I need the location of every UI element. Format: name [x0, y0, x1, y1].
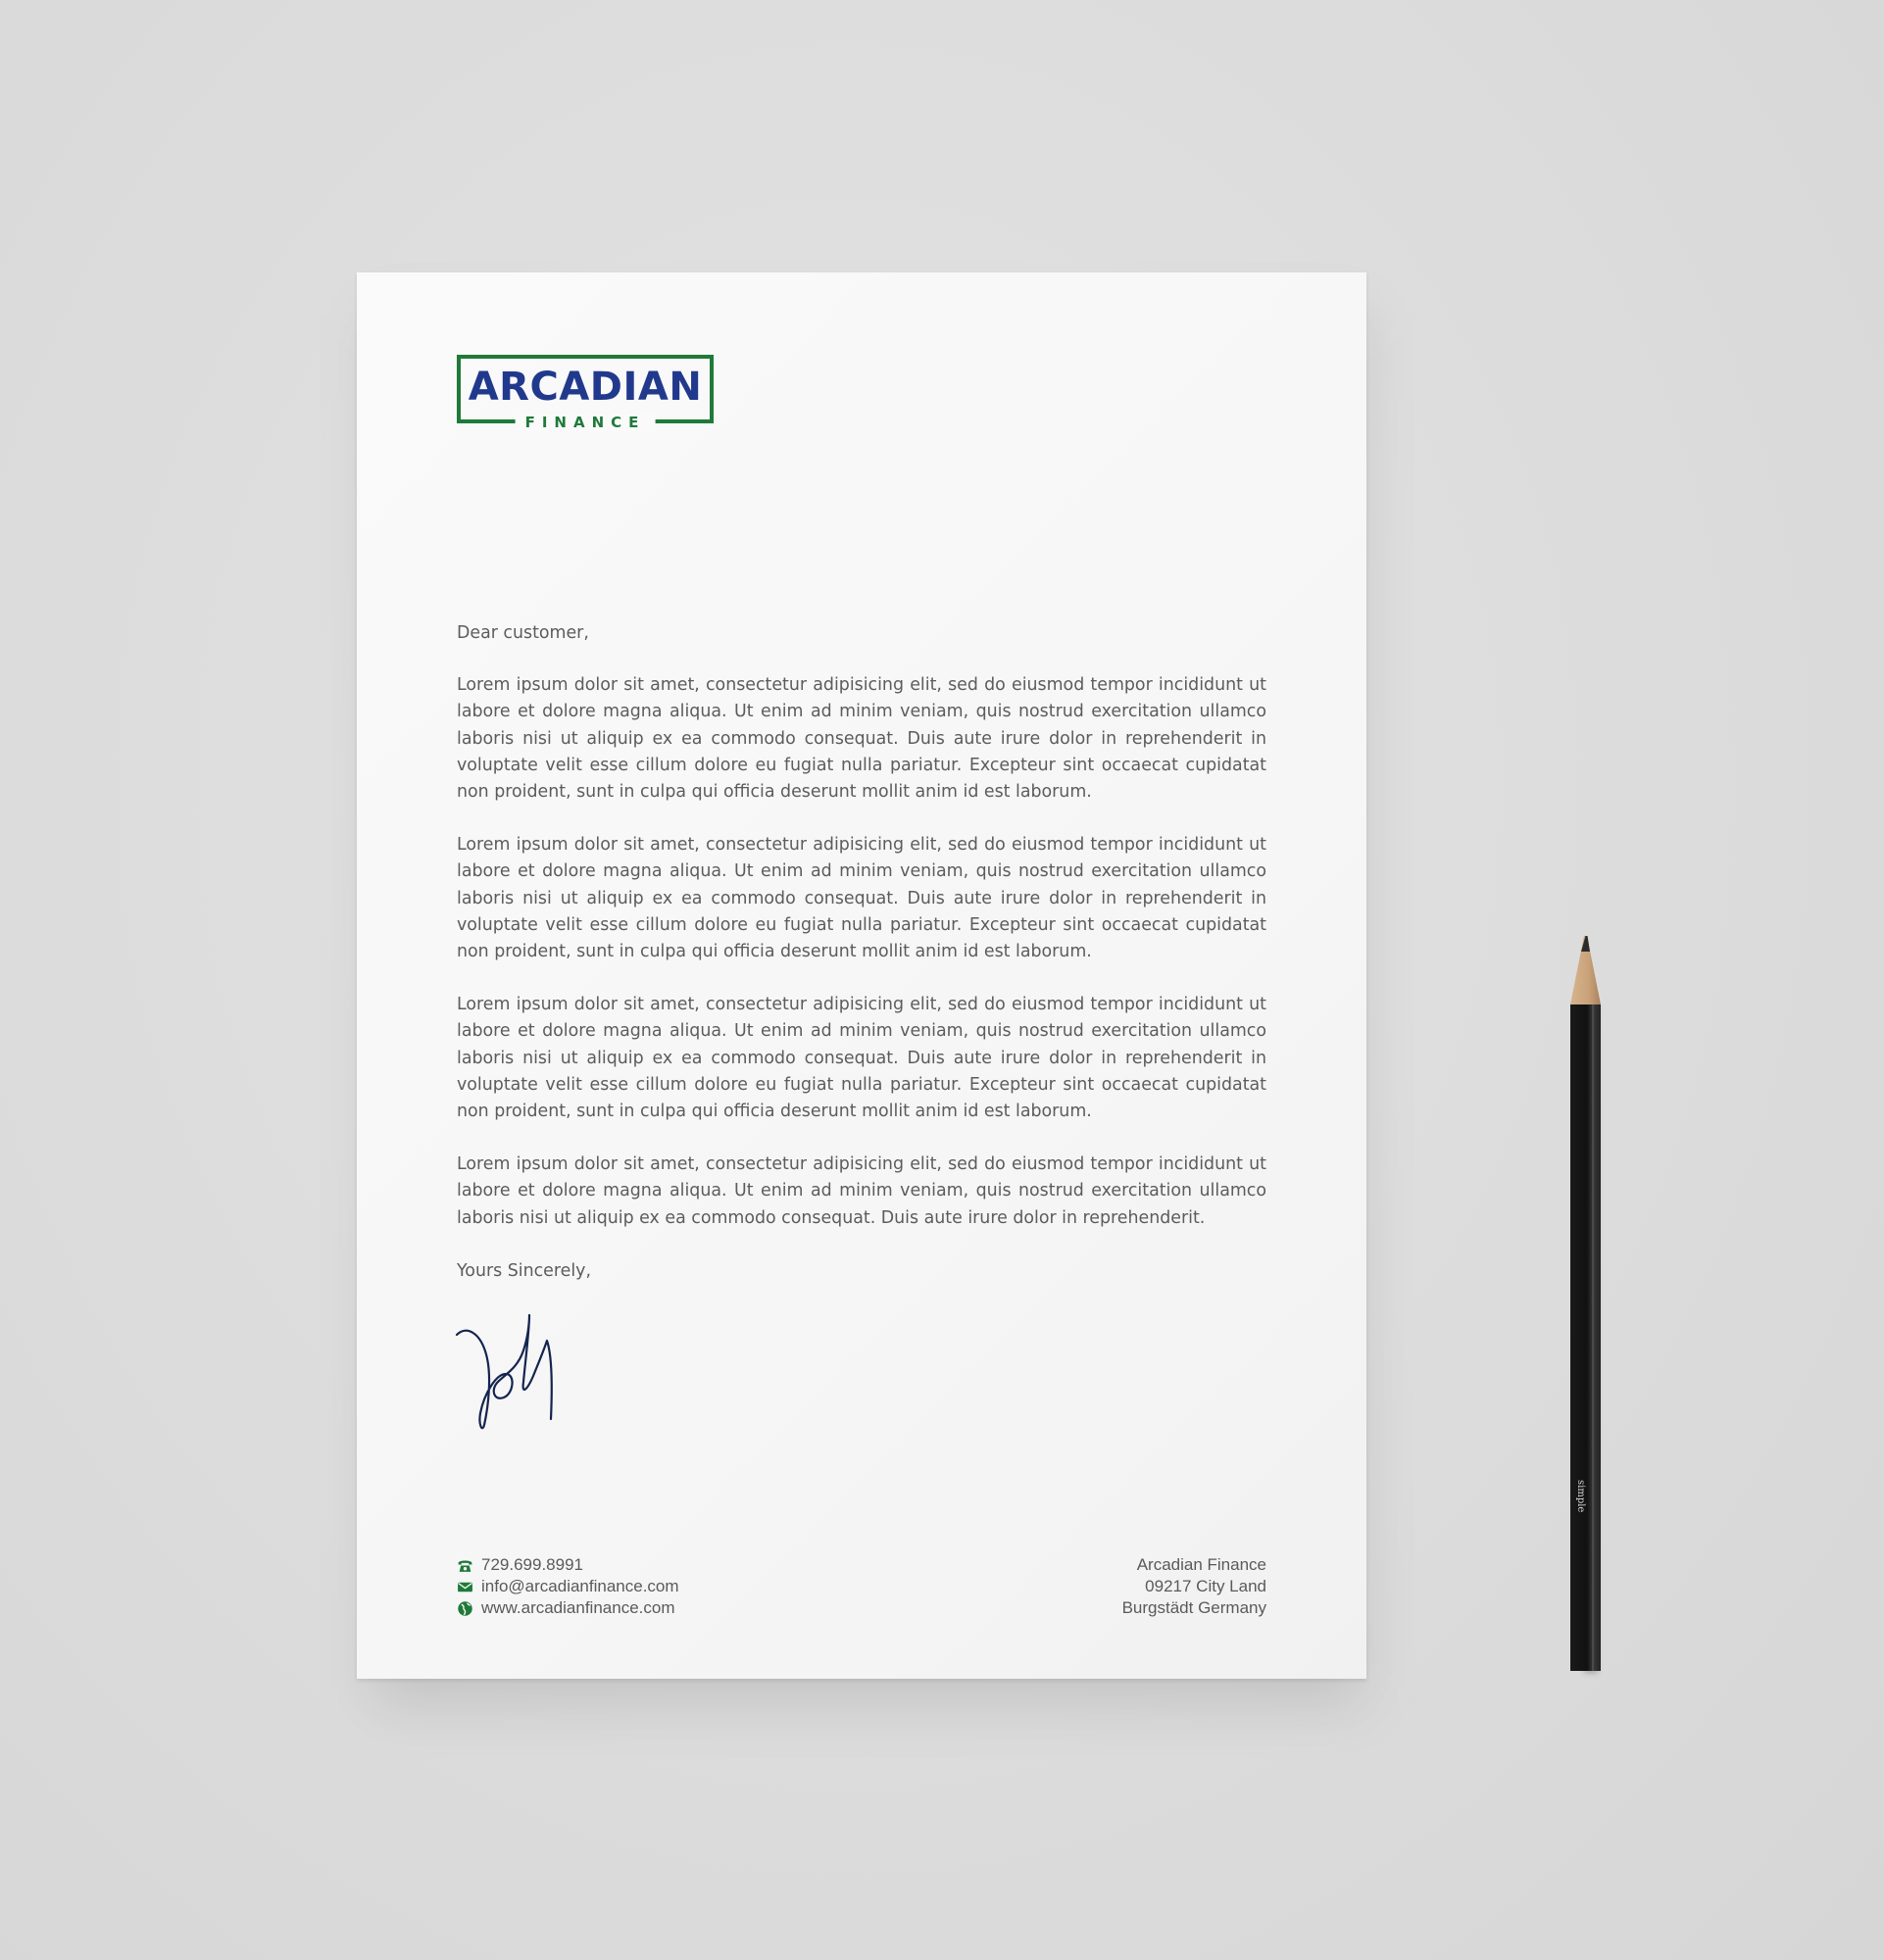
company-logo	[457, 355, 714, 431]
globe-icon	[457, 1600, 473, 1617]
address-line: Arcadian Finance	[1136, 1555, 1266, 1574]
address-line: 09217 City Land	[1145, 1577, 1266, 1595]
contact-email-row	[457, 1576, 679, 1597]
letterhead-sheet	[357, 272, 1366, 1679]
contact-website-row	[457, 1597, 679, 1619]
contact-phone[interactable]: 729.699.8991	[481, 1555, 583, 1574]
pencil	[1557, 936, 1615, 1681]
handwritten-signature	[453, 1311, 580, 1434]
letter-paragraph: Lorem ipsum dolor sit amet, consectetur adipisicing elit, sed do eiusmod tempor incididunt ut labore et dolore magna aliqua. Ut enim ad minim veniam, quis nostrud exercitation ullamco laboris nisi ut aliquip ex ea commodo consequat. Duis aute irure dolor in reprehenderit in voluptate velit esse cillum dolore eu fugiat nulla pariatur. Excepteur sint occaecat cupidatat non proident, sunt in culpa qui officia deserunt mollit anim id est laborum.	[457, 675, 1266, 803]
contact-website[interactable]: www.arcadianfinance.com	[481, 1598, 675, 1617]
logo-wordmark: ARCADIAN	[468, 365, 703, 410]
address-line: Burgstädt Germany	[1121, 1598, 1266, 1617]
envelope-icon	[457, 1579, 473, 1595]
letter-paragraph: Lorem ipsum dolor sit amet, consectetur adipisicing elit, sed do eiusmod tempor incididunt ut labore et dolore magna aliqua. Ut enim ad minim veniam, quis nostrud exercitation ullamco laboris nisi ut aliquip ex ea commodo consequat. Duis aute irure dolor in reprehenderit.	[457, 1154, 1266, 1228]
letter-paragraph: Lorem ipsum dolor sit amet, consectetur adipisicing elit, sed do eiusmod tempor incididunt ut labore et dolore magna aliqua. Ut enim ad minim veniam, quis nostrud exercitation ullamco laboris nisi ut aliquip ex ea commodo consequat. Duis aute irure dolor in reprehenderit in voluptate velit esse cillum dolore eu fugiat nulla pariatur. Excepteur sint occaecat cupidatat non proident, sunt in culpa qui officia deserunt mollit anim id est laborum.	[457, 835, 1266, 962]
contact-info	[457, 1554, 679, 1619]
phone-icon	[457, 1557, 473, 1574]
logo-tagline: FINANCE	[516, 414, 656, 431]
letter-closing: Yours Sincerely,	[457, 1260, 591, 1281]
letter-body	[457, 620, 1266, 1311]
company-address	[1122, 1554, 1266, 1619]
letter-paragraph: Lorem ipsum dolor sit amet, consectetur adipisicing elit, sed do eiusmod tempor incididunt ut labore et dolore magna aliqua. Ut enim ad minim veniam, quis nostrud exercitation ullamco laboris nisi ut aliquip ex ea commodo consequat. Duis aute irure dolor in reprehenderit in voluptate velit esse cillum dolore eu fugiat nulla pariatur. Excepteur sint occaecat cupidatat non proident, sunt in culpa qui officia deserunt mollit anim id est laborum.	[457, 995, 1266, 1122]
letter-greeting: Dear customer,	[457, 623, 589, 643]
pencil-brand-text: simple	[1575, 1480, 1586, 1513]
contact-email[interactable]: info@arcadianfinance.com	[481, 1577, 679, 1595]
contact-phone-row	[457, 1554, 679, 1576]
